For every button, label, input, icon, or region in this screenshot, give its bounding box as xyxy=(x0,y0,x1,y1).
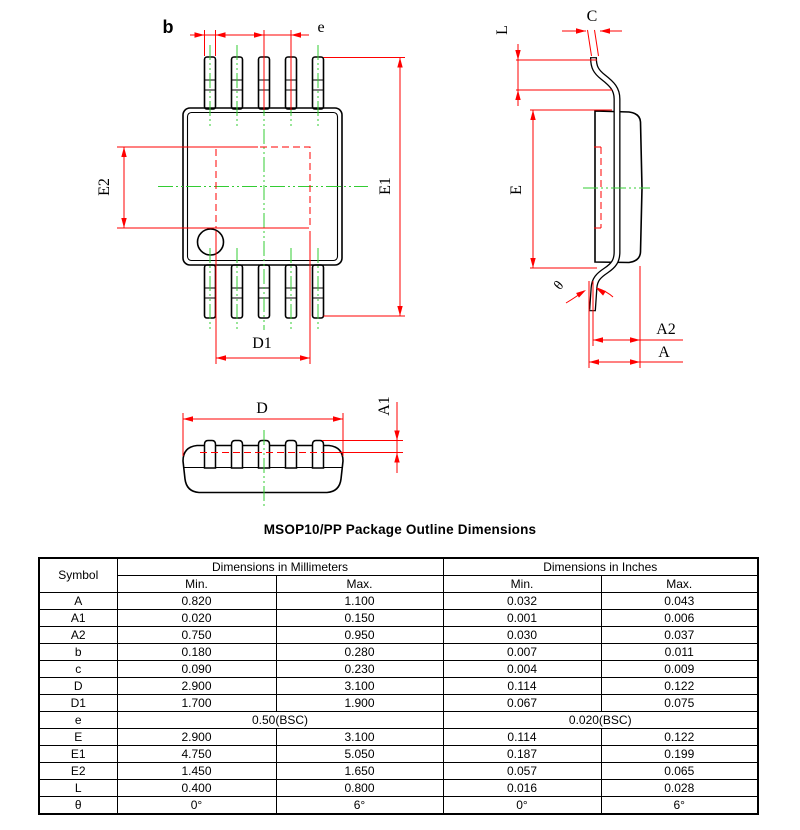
symbol-cell: A1 xyxy=(39,610,117,627)
in-min-cell: 0.067 xyxy=(443,695,601,712)
front-view-drawing xyxy=(183,396,403,507)
in-max-cell: 0.009 xyxy=(601,661,758,678)
mm-max-cell: 5.050 xyxy=(276,746,443,763)
table-row xyxy=(39,712,758,729)
table-row xyxy=(39,746,758,763)
in-max-cell: 0.037 xyxy=(601,627,758,644)
mm-max-cell: 0.230 xyxy=(276,661,443,678)
mm-max-header-cell: Max. xyxy=(276,576,443,593)
mm-min-cell: 0.180 xyxy=(117,644,276,661)
table-row xyxy=(39,610,758,627)
in-min-cell: 0.187 xyxy=(443,746,601,763)
mm-max-cell: 1.100 xyxy=(276,593,443,610)
mm-max-cell: 3.100 xyxy=(276,678,443,695)
dimension-arrowheads xyxy=(121,32,402,360)
mm-max-cell: 0.800 xyxy=(276,780,443,797)
in-max-header-cell: Max. xyxy=(601,576,758,593)
dim-label-A2: A2 xyxy=(656,321,676,338)
dim-label-b: b xyxy=(162,17,174,37)
mm-min-header-cell: Min. xyxy=(117,576,276,593)
table-row xyxy=(39,780,758,797)
dim-label-D1: D1 xyxy=(252,335,272,352)
dimension-table-body xyxy=(39,593,758,815)
symbol-cell: D xyxy=(39,678,117,695)
table-row xyxy=(39,729,758,746)
symbol-cell: e xyxy=(39,712,117,729)
symbol-cell: A xyxy=(39,593,117,610)
mm-max-cell: 0.280 xyxy=(276,644,443,661)
table-row xyxy=(39,644,758,661)
mm-max-cell: 3.100 xyxy=(276,729,443,746)
symbol-cell: E xyxy=(39,729,117,746)
dimension-lines xyxy=(516,30,683,368)
in-min-cell: 0.007 xyxy=(443,644,601,661)
in-max-cell: 0.122 xyxy=(601,729,758,746)
mm-min-cell: 0.750 xyxy=(117,627,276,644)
dim-label-e: e xyxy=(317,19,325,36)
dim-label-D: D xyxy=(256,400,268,417)
gull-wing-lead xyxy=(589,58,617,311)
mm-min-cell: 0.400 xyxy=(117,780,276,797)
side-view-drawing xyxy=(494,8,683,368)
in-min-cell: 0.016 xyxy=(443,780,601,797)
page-title: MSOP10/PP Package Outline Dimensions xyxy=(263,522,537,537)
in-min-cell: 0° xyxy=(443,797,601,815)
mm-min-cell: 0.020 xyxy=(117,610,276,627)
mm-max-cell: 1.650 xyxy=(276,763,443,780)
top-view-drawing xyxy=(96,17,405,364)
symbol-cell: θ xyxy=(39,797,117,815)
symbol-cell: E2 xyxy=(39,763,117,780)
mm-max-cell: 0.150 xyxy=(276,610,443,627)
table-header-row xyxy=(39,558,758,576)
in-min-header-cell: Min. xyxy=(443,576,601,593)
symbol-cell: b xyxy=(39,644,117,661)
in-max-cell: 0.043 xyxy=(601,593,758,610)
symbol-cell: A2 xyxy=(39,627,117,644)
in-max-cell: 6° xyxy=(601,797,758,815)
table-row xyxy=(39,695,758,712)
package-body-outline xyxy=(183,108,342,265)
table-row xyxy=(39,627,758,644)
in-max-cell: 0.011 xyxy=(601,644,758,661)
table-row xyxy=(39,661,758,678)
mm-max-cell: 6° xyxy=(276,797,443,815)
mm-min-cell: 0.090 xyxy=(117,661,276,678)
dimension-table xyxy=(38,557,759,815)
thermal-pad-dashed-outline xyxy=(216,147,310,228)
in-max-cell: 0.028 xyxy=(601,780,758,797)
dim-label-A1: A1 xyxy=(376,396,393,416)
in-min-cell: 0.057 xyxy=(443,763,601,780)
symbol-cell: c xyxy=(39,661,117,678)
mm-header-cell: Dimensions in Millimeters xyxy=(117,558,443,576)
mm-max-cell: 1.900 xyxy=(276,695,443,712)
mm-min-cell: 0.820 xyxy=(117,593,276,610)
dim-label-E: E xyxy=(508,185,525,195)
in-bsc-cell: 0.020(BSC) xyxy=(443,712,758,729)
in-min-cell: 0.004 xyxy=(443,661,601,678)
in-min-cell: 0.114 xyxy=(443,729,601,746)
symbol-cell: E1 xyxy=(39,746,117,763)
dimension-table-header xyxy=(39,558,758,593)
symbol-header-cell: Symbol xyxy=(39,558,117,593)
dim-label-C: C xyxy=(586,8,598,25)
mm-bsc-cell: 0.50(BSC) xyxy=(117,712,443,729)
table-subheader-row xyxy=(39,576,758,593)
dim-label-E2: E2 xyxy=(96,178,113,196)
mm-min-cell: 1.700 xyxy=(117,695,276,712)
in-min-cell: 0.030 xyxy=(443,627,601,644)
table-row xyxy=(39,678,758,695)
dim-label-L: L xyxy=(494,25,511,35)
in-max-cell: 0.065 xyxy=(601,763,758,780)
in-max-cell: 0.122 xyxy=(601,678,758,695)
in-min-cell: 0.001 xyxy=(443,610,601,627)
in-min-cell: 0.032 xyxy=(443,593,601,610)
mm-max-cell: 0.950 xyxy=(276,627,443,644)
in-max-cell: 0.199 xyxy=(601,746,758,763)
dim-label-A: A xyxy=(658,344,670,361)
center-lines xyxy=(158,45,368,330)
symbol-cell: L xyxy=(39,780,117,797)
table-row xyxy=(39,797,758,815)
mm-min-cell: 1.450 xyxy=(117,763,276,780)
dim-label-E1: E1 xyxy=(377,177,394,195)
dim-label-theta: θ xyxy=(551,278,568,294)
inches-header-cell: Dimensions in Inches xyxy=(443,558,758,576)
in-max-cell: 0.075 xyxy=(601,695,758,712)
table-row xyxy=(39,763,758,780)
in-min-cell: 0.114 xyxy=(443,678,601,695)
table-row xyxy=(39,593,758,610)
mm-min-cell: 0° xyxy=(117,797,276,815)
mm-min-cell: 4.750 xyxy=(117,746,276,763)
mm-min-cell: 2.900 xyxy=(117,678,276,695)
dimension-arrowheads xyxy=(515,28,640,364)
mm-min-cell: 2.900 xyxy=(117,729,276,746)
symbol-cell: D1 xyxy=(39,695,117,712)
in-max-cell: 0.006 xyxy=(601,610,758,627)
